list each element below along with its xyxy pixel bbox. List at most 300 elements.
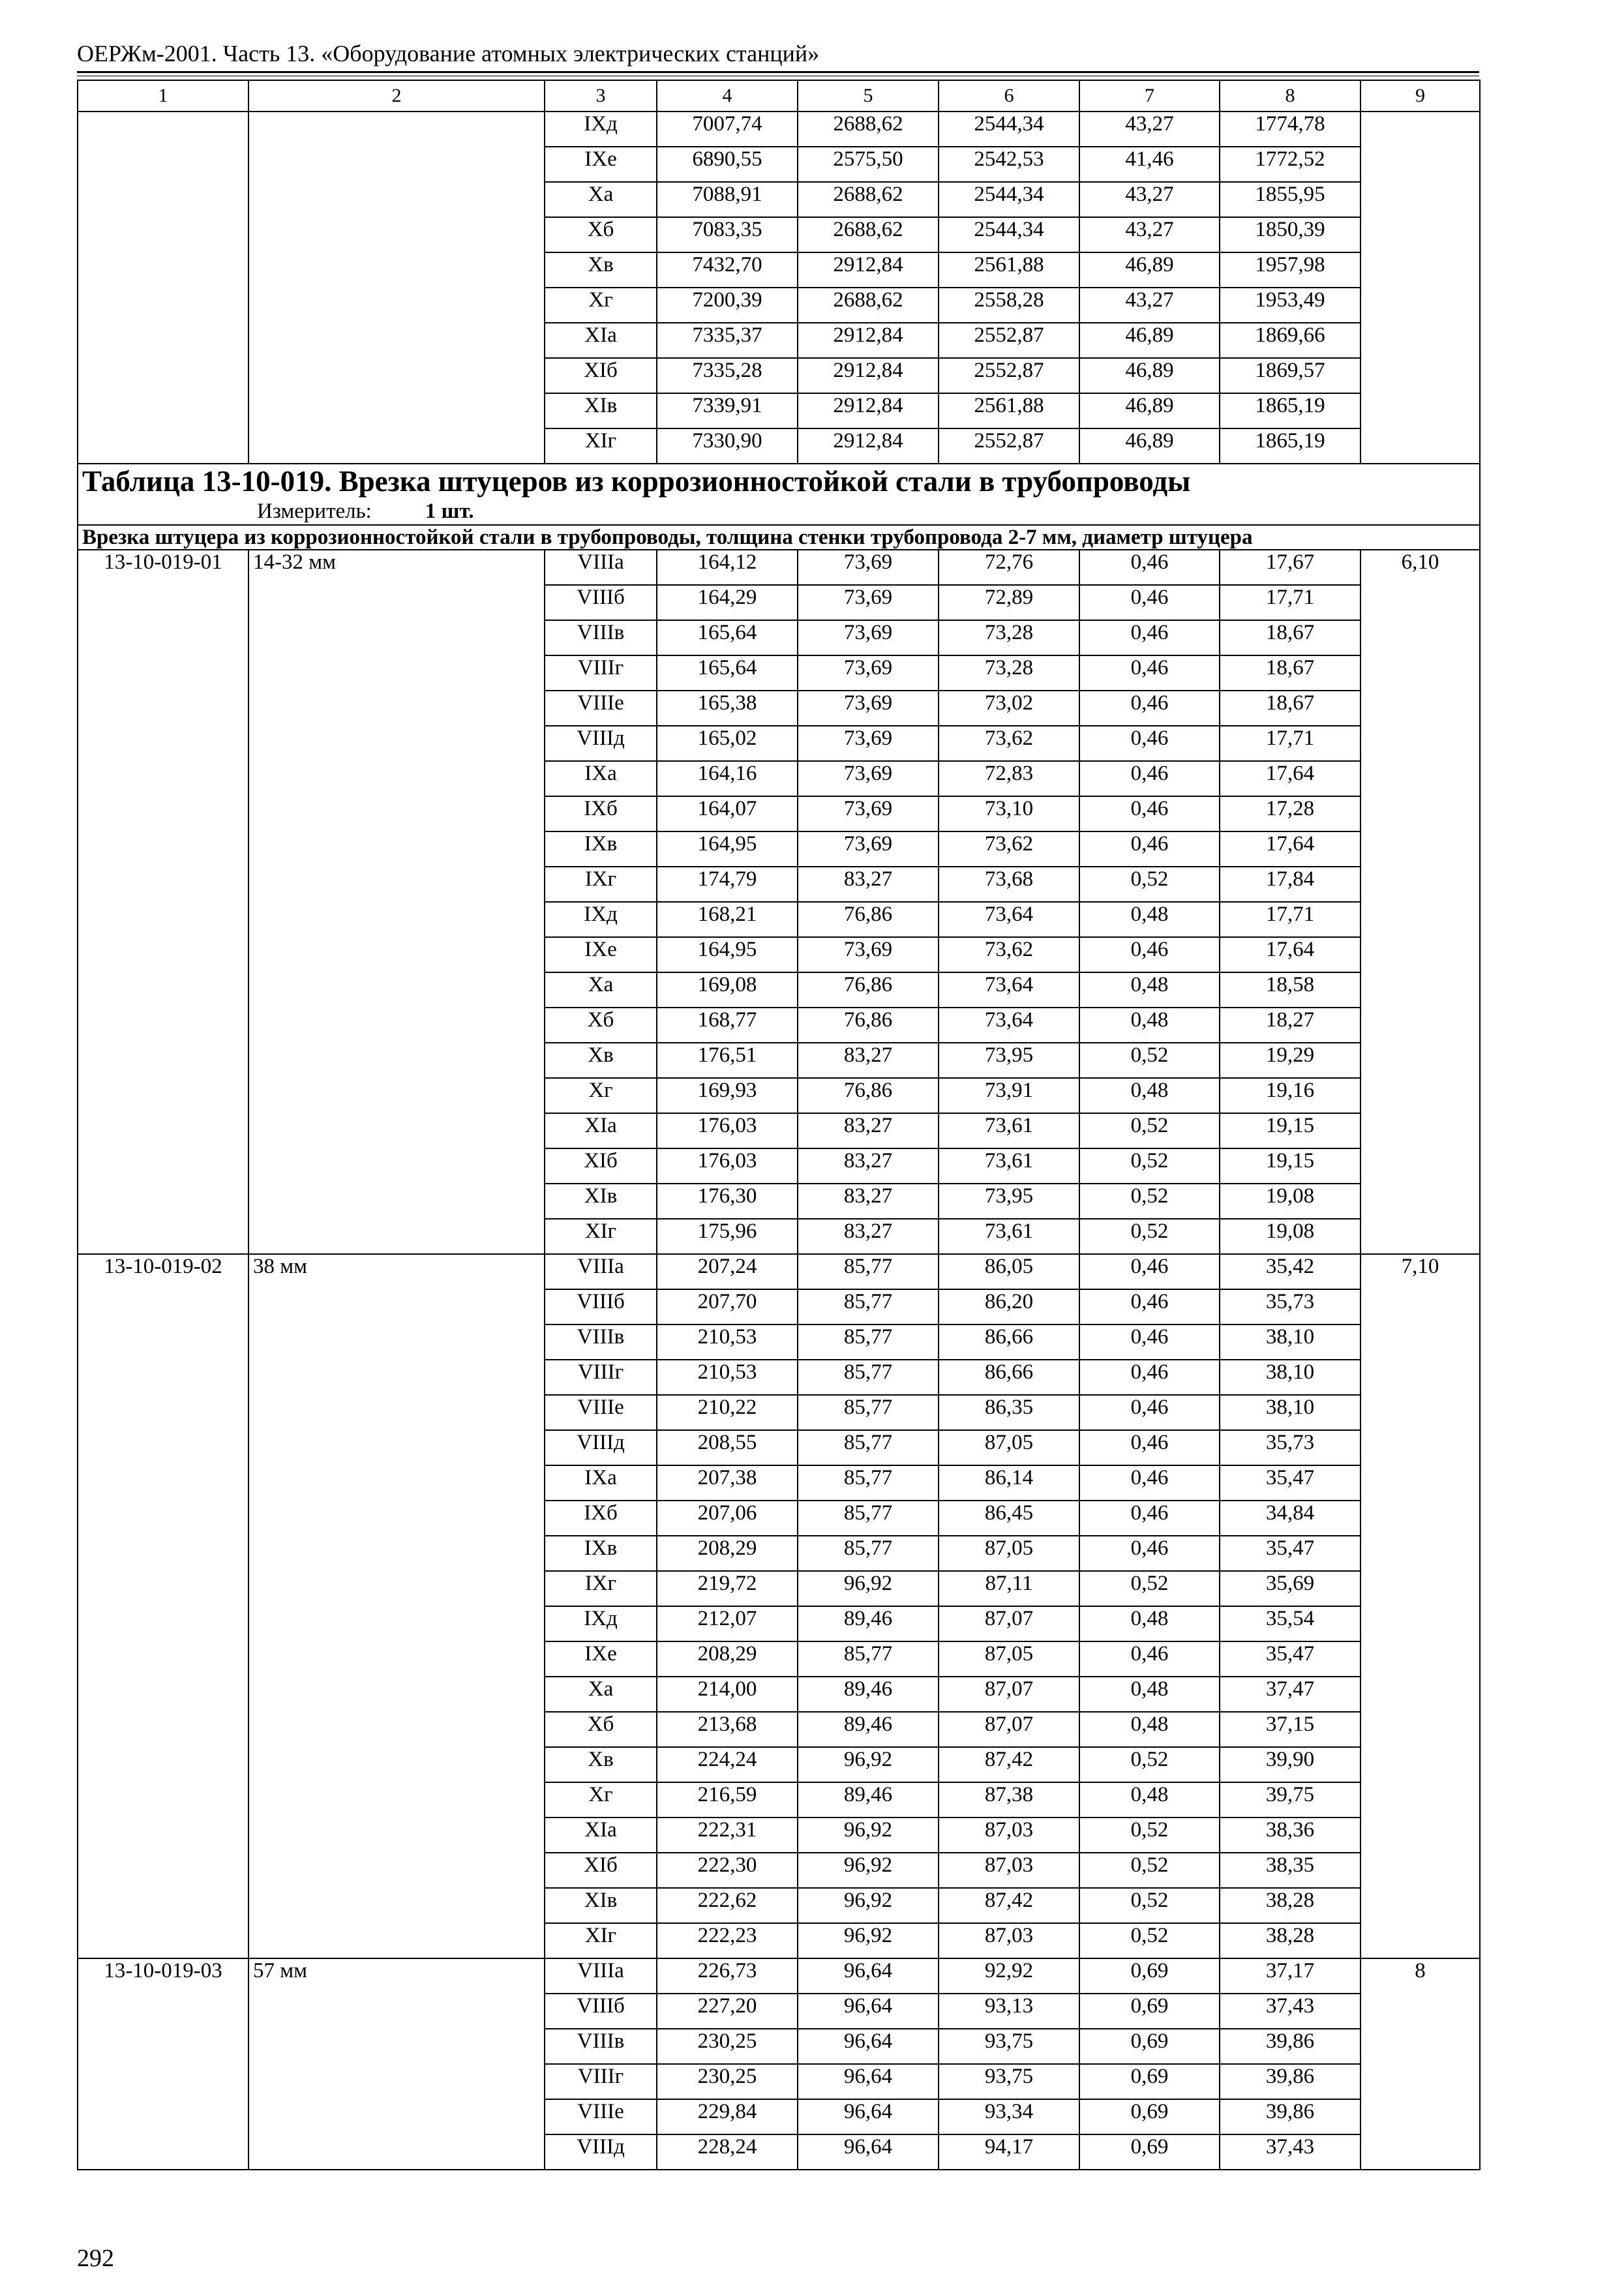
cell-machine-cost: 86,14 (939, 1465, 1079, 1501)
cell-machine-cost: 86,05 (939, 1254, 1079, 1289)
cell-machine-cost: 72,83 (939, 761, 1079, 796)
cell-materials-cost: 17,71 (1220, 726, 1361, 761)
cell-resource-group: VIIIв (545, 1324, 657, 1360)
cell-materials-cost: 35,47 (1220, 1641, 1361, 1677)
cell-total-cost: 222,62 (657, 1888, 798, 1923)
cell-machine-cost: 92,92 (939, 1958, 1079, 1994)
cell-driver-wages: 0,48 (1079, 1782, 1220, 1818)
cell-total-cost: 230,25 (657, 2029, 798, 2064)
cell-labor-cost: 83,27 (798, 1184, 939, 1219)
cell-driver-wages: 43,27 (1079, 217, 1220, 252)
cell-labor-cost: 76,86 (798, 902, 939, 937)
cell-resource-group: XIб (545, 1853, 657, 1888)
cell-resource-group: XIа (545, 1113, 657, 1148)
cell-machine-cost: 87,07 (939, 1606, 1079, 1641)
cell-total-cost: 7330,90 (657, 428, 798, 464)
cell-resource-group: Xа (545, 182, 657, 217)
cell-labor-cost: 96,64 (798, 1958, 939, 1994)
cell-driver-wages: 0,52 (1079, 1043, 1220, 1078)
cell-driver-wages: 0,69 (1079, 2029, 1220, 2064)
cell-materials-cost: 39,86 (1220, 2099, 1361, 2134)
cell-materials-cost: 37,43 (1220, 1994, 1361, 2029)
cell-total-cost: 164,95 (657, 831, 798, 867)
cell-materials-cost: 35,73 (1220, 1289, 1361, 1324)
cell-driver-wages: 0,46 (1079, 1360, 1220, 1395)
cell-labor-cost: 85,77 (798, 1430, 939, 1465)
cell-labor-cost: 85,77 (798, 1254, 939, 1289)
cell-resource-group: Xв (545, 252, 657, 288)
cell-total-cost: 7335,37 (657, 323, 798, 358)
cell-driver-wages: 0,52 (1079, 1923, 1220, 1958)
cell-total-cost: 229,84 (657, 2099, 798, 2134)
cell-machine-cost: 72,76 (939, 550, 1079, 585)
cell-machine-cost: 73,02 (939, 691, 1079, 726)
cell-total-cost: 227,20 (657, 1994, 798, 2029)
table-description: Врезка штуцера из коррозионностойкой стали в трубопроводы, толщина стенки трубопровода 2-7 мм, диаметр штуцера (78, 525, 1480, 550)
cell-resource-group: IXб (545, 1501, 657, 1536)
cell-labor-cost: 83,27 (798, 1113, 939, 1148)
cell-materials-cost: 1869,66 (1220, 323, 1361, 358)
cell-machine-cost: 2561,88 (939, 252, 1079, 288)
cell-labor-cost: 73,69 (798, 585, 939, 620)
cell-total-cost: 212,07 (657, 1606, 798, 1641)
cell-materials-cost: 37,47 (1220, 1677, 1361, 1712)
cell-driver-wages: 0,52 (1079, 1853, 1220, 1888)
cell-resource-group: Xв (545, 1747, 657, 1782)
cell-driver-wages: 0,52 (1079, 1571, 1220, 1606)
cell-materials-cost: 19,16 (1220, 1078, 1361, 1113)
cell-total-cost: 7339,91 (657, 393, 798, 428)
cell-machine-cost: 87,11 (939, 1571, 1079, 1606)
cell-resource-group: VIIIа (545, 1254, 657, 1289)
cell-labor-cost: 2688,62 (798, 182, 939, 217)
cell-materials-cost: 35,47 (1220, 1536, 1361, 1571)
cell-machine-cost: 73,91 (939, 1078, 1079, 1113)
cell-labor-cost: 96,92 (798, 1853, 939, 1888)
cell-resource-group: IXе (545, 937, 657, 972)
cell-labor-cost: 89,46 (798, 1677, 939, 1712)
cell-materials-cost: 18,58 (1220, 972, 1361, 1008)
cell-machine-cost: 73,28 (939, 620, 1079, 655)
cell-total-cost: 164,12 (657, 550, 798, 585)
cell-total-cost: 210,53 (657, 1324, 798, 1360)
cell-materials-cost: 19,29 (1220, 1043, 1361, 1078)
cell-materials-cost: 37,43 (1220, 2134, 1361, 2170)
cell-machine-cost: 87,03 (939, 1853, 1079, 1888)
cell-resource-group: Xа (545, 972, 657, 1008)
unit-line (257, 498, 1475, 524)
cell-materials-cost: 38,35 (1220, 1853, 1361, 1888)
cell-labor-cost: 2912,84 (798, 323, 939, 358)
cell-coefficient: 7,10 (1361, 1254, 1480, 1958)
cell-materials-cost: 18,67 (1220, 655, 1361, 691)
cell-resource-group: VIIIг (545, 655, 657, 691)
cell-resource-group: IXг (545, 1571, 657, 1606)
cell-driver-wages: 0,48 (1079, 1606, 1220, 1641)
cell-driver-wages: 0,48 (1079, 1712, 1220, 1747)
cell-materials-cost: 19,08 (1220, 1184, 1361, 1219)
cell-machine-cost: 87,07 (939, 1712, 1079, 1747)
cell-labor-cost: 89,46 (798, 1782, 939, 1818)
cell-resource-group: VIIIб (545, 1994, 657, 2029)
cell-driver-wages: 0,46 (1079, 761, 1220, 796)
cell-total-cost: 226,73 (657, 1958, 798, 1994)
cell-labor-cost: 73,69 (798, 620, 939, 655)
cell-labor-cost: 2912,84 (798, 428, 939, 464)
cell-total-cost: 207,24 (657, 1254, 798, 1289)
cell-labor-cost: 2575,50 (798, 147, 939, 182)
cell-materials-cost: 39,75 (1220, 1782, 1361, 1818)
cell-materials-cost: 38,36 (1220, 1818, 1361, 1853)
cell-machine-cost: 73,68 (939, 867, 1079, 902)
cell-labor-cost: 96,64 (798, 2064, 939, 2099)
cell-materials-cost: 35,69 (1220, 1571, 1361, 1606)
cell-total-cost: 230,25 (657, 2064, 798, 2099)
cell-machine-cost: 87,05 (939, 1430, 1079, 1465)
cell-materials-cost: 17,28 (1220, 796, 1361, 831)
cell-resource-group: IXд (545, 902, 657, 937)
cell-rate-code: 13-10-019-03 (78, 1958, 248, 2170)
cell-resource-group: IXв (545, 1536, 657, 1571)
cell-driver-wages: 0,46 (1079, 620, 1220, 655)
cell-machine-cost: 2561,88 (939, 393, 1079, 428)
cell-materials-cost: 18,67 (1220, 691, 1361, 726)
cell-resource-group: Xг (545, 1782, 657, 1818)
cell-total-cost: 7432,70 (657, 252, 798, 288)
cell-resource-group: VIIIг (545, 2064, 657, 2099)
table-row (78, 550, 1480, 585)
cell-total-cost: 7200,39 (657, 288, 798, 323)
header-rule (77, 71, 1479, 73)
cell-machine-cost: 87,03 (939, 1923, 1079, 1958)
cell-materials-cost: 1957,98 (1220, 252, 1361, 288)
table-title-cell (78, 464, 1480, 525)
cell-resource-group: Xб (545, 217, 657, 252)
cell-total-cost: 169,93 (657, 1078, 798, 1113)
cell-labor-cost: 96,64 (798, 2134, 939, 2170)
cell-machine-cost: 73,62 (939, 726, 1079, 761)
cell-labor-cost: 73,69 (798, 761, 939, 796)
cell-total-cost: 7335,28 (657, 358, 798, 393)
cell-labor-cost: 83,27 (798, 1148, 939, 1184)
cell-labor-cost: 96,92 (798, 1888, 939, 1923)
cell-resource-group: XIв (545, 1184, 657, 1219)
cell-total-cost: 213,68 (657, 1712, 798, 1747)
cell-machine-cost: 87,03 (939, 1818, 1079, 1853)
cell-total-cost: 176,51 (657, 1043, 798, 1078)
cell-machine-cost: 87,05 (939, 1641, 1079, 1677)
table-row (78, 112, 1480, 147)
table-row (78, 1254, 1480, 1289)
cell-driver-wages: 0,46 (1079, 1289, 1220, 1324)
cell-total-cost: 222,30 (657, 1853, 798, 1888)
table-title: Таблица 13-10-019. Врезка штуцеров из коррозионностойкой стали в трубопроводы (82, 465, 1191, 498)
table-row (78, 1958, 1480, 1994)
column-number: 9 (1361, 80, 1480, 112)
cell-labor-cost: 96,64 (798, 1994, 939, 2029)
cell-rate-code: 13-10-019-02 (78, 1254, 248, 1958)
cell-total-cost: 210,53 (657, 1360, 798, 1395)
cell-materials-cost: 37,17 (1220, 1958, 1361, 1994)
cell-labor-cost: 2688,62 (798, 217, 939, 252)
cell-driver-wages: 0,46 (1079, 796, 1220, 831)
cell-machine-cost: 72,89 (939, 585, 1079, 620)
cell-driver-wages: 0,52 (1079, 1747, 1220, 1782)
cell-driver-wages: 0,46 (1079, 726, 1220, 761)
cell-rate-code: 13-10-019-01 (78, 550, 248, 1254)
cell-driver-wages: 0,69 (1079, 1958, 1220, 1994)
cell-materials-cost: 17,64 (1220, 831, 1361, 867)
cell-total-cost: 176,03 (657, 1148, 798, 1184)
cell-total-cost: 207,70 (657, 1289, 798, 1324)
cell-code-empty (78, 112, 248, 464)
cell-total-cost: 208,29 (657, 1641, 798, 1677)
cell-resource-group: XIг (545, 428, 657, 464)
cell-materials-cost: 38,10 (1220, 1324, 1361, 1360)
cell-resource-group: Xб (545, 1712, 657, 1747)
cell-resource-group: VIIIг (545, 1360, 657, 1395)
unit-value: 1 шт. (425, 500, 474, 523)
cell-driver-wages: 0,52 (1079, 1148, 1220, 1184)
cell-total-cost: 208,29 (657, 1536, 798, 1571)
cell-resource-group: IXе (545, 147, 657, 182)
cell-driver-wages: 0,48 (1079, 1677, 1220, 1712)
cell-resource-group: Xг (545, 288, 657, 323)
cell-materials-cost: 17,67 (1220, 550, 1361, 585)
cell-machine-cost: 73,10 (939, 796, 1079, 831)
cell-machine-cost: 86,20 (939, 1289, 1079, 1324)
cell-machine-cost: 73,95 (939, 1043, 1079, 1078)
cell-machine-cost: 87,05 (939, 1536, 1079, 1571)
cell-resource-group: VIIIв (545, 2029, 657, 2064)
cell-driver-wages: 0,46 (1079, 937, 1220, 972)
cell-total-cost: 175,96 (657, 1219, 798, 1254)
cell-resource-group: XIв (545, 393, 657, 428)
cell-total-cost: 7088,91 (657, 182, 798, 217)
cell-machine-cost: 73,62 (939, 937, 1079, 972)
cell-materials-cost: 35,47 (1220, 1465, 1361, 1501)
page-header-title: ОЕРЖм-2001. Часть 13. «Оборудование атомных электрических станций» (77, 40, 820, 67)
cell-labor-cost: 96,92 (798, 1571, 939, 1606)
cell-resource-group: VIIIе (545, 2099, 657, 2134)
cell-resource-group: VIIIд (545, 2134, 657, 2170)
cell-total-cost: 207,06 (657, 1501, 798, 1536)
cell-labor-cost: 85,77 (798, 1395, 939, 1430)
cell-labor-cost: 89,46 (798, 1606, 939, 1641)
cell-driver-wages: 0,48 (1079, 1008, 1220, 1043)
cell-labor-cost: 85,77 (798, 1465, 939, 1501)
cell-materials-cost: 1953,49 (1220, 288, 1361, 323)
cell-materials-cost: 38,10 (1220, 1360, 1361, 1395)
cell-driver-wages: 0,48 (1079, 1078, 1220, 1113)
cell-materials-cost: 35,54 (1220, 1606, 1361, 1641)
cell-resource-group: XIв (545, 1888, 657, 1923)
cell-diameter-empty (248, 112, 545, 464)
cell-labor-cost: 73,69 (798, 937, 939, 972)
cell-labor-cost: 96,92 (798, 1923, 939, 1958)
cell-machine-cost: 73,62 (939, 831, 1079, 867)
cell-machine-cost: 73,64 (939, 1008, 1079, 1043)
cell-labor-cost: 73,69 (798, 831, 939, 867)
cell-machine-cost: 93,75 (939, 2064, 1079, 2099)
cell-driver-wages: 43,27 (1079, 288, 1220, 323)
cell-machine-cost: 2552,87 (939, 358, 1079, 393)
column-number: 1 (78, 80, 248, 112)
cell-labor-cost: 85,77 (798, 1501, 939, 1536)
cell-materials-cost: 38,28 (1220, 1923, 1361, 1958)
cell-diameter: 57 мм (248, 1958, 545, 2170)
cell-materials-cost: 18,67 (1220, 620, 1361, 655)
cell-machine-cost: 94,17 (939, 2134, 1079, 2170)
cell-total-cost: 165,38 (657, 691, 798, 726)
cell-machine-cost: 93,13 (939, 1994, 1079, 2029)
cell-machine-cost: 87,38 (939, 1782, 1079, 1818)
cell-materials-cost: 1850,39 (1220, 217, 1361, 252)
cell-total-cost: 7007,74 (657, 112, 798, 147)
cell-machine-cost: 2544,34 (939, 217, 1079, 252)
cell-resource-group: Xв (545, 1043, 657, 1078)
cell-resource-group: IXд (545, 1606, 657, 1641)
cell-driver-wages: 0,46 (1079, 1501, 1220, 1536)
cell-materials-cost: 38,10 (1220, 1395, 1361, 1430)
cell-materials-cost: 1772,52 (1220, 147, 1361, 182)
column-number-row (78, 80, 1480, 112)
cell-driver-wages: 46,89 (1079, 358, 1220, 393)
cell-machine-cost: 2552,87 (939, 323, 1079, 358)
column-number: 2 (248, 80, 545, 112)
column-number: 6 (939, 80, 1079, 112)
cell-machine-cost: 73,61 (939, 1148, 1079, 1184)
cell-resource-group: XIа (545, 323, 657, 358)
cell-materials-cost: 19,15 (1220, 1113, 1361, 1148)
cell-machine-cost: 2552,87 (939, 428, 1079, 464)
cell-materials-cost: 1865,19 (1220, 393, 1361, 428)
cell-total-cost: 164,29 (657, 585, 798, 620)
cell-labor-cost: 73,69 (798, 550, 939, 585)
cell-labor-cost: 89,46 (798, 1712, 939, 1747)
cell-labor-cost: 2912,84 (798, 252, 939, 288)
cell-total-cost: 164,07 (657, 796, 798, 831)
cell-driver-wages: 0,46 (1079, 585, 1220, 620)
cell-driver-wages: 0,46 (1079, 1324, 1220, 1360)
cell-coefficient: 8 (1361, 1958, 1480, 2170)
cell-total-cost: 165,64 (657, 655, 798, 691)
cell-driver-wages: 46,89 (1079, 393, 1220, 428)
cell-materials-cost: 19,15 (1220, 1148, 1361, 1184)
cell-driver-wages: 0,69 (1079, 2064, 1220, 2099)
cell-driver-wages: 0,69 (1079, 2134, 1220, 2170)
cell-materials-cost: 17,71 (1220, 902, 1361, 937)
page-number: 292 (77, 2245, 114, 2272)
cell-labor-cost: 96,64 (798, 2029, 939, 2064)
cell-total-cost: 214,00 (657, 1677, 798, 1712)
cell-labor-cost: 85,77 (798, 1641, 939, 1677)
cell-labor-cost: 96,64 (798, 2099, 939, 2134)
cell-driver-wages: 0,46 (1079, 1465, 1220, 1501)
table-title-row (78, 464, 1480, 525)
cell-coef-empty (1361, 112, 1480, 464)
cell-machine-cost: 86,66 (939, 1360, 1079, 1395)
cell-materials-cost: 17,64 (1220, 761, 1361, 796)
cell-total-cost: 210,22 (657, 1395, 798, 1430)
cell-diameter: 38 мм (248, 1254, 545, 1958)
cell-resource-group: XIб (545, 1148, 657, 1184)
cell-machine-cost: 73,64 (939, 972, 1079, 1008)
cell-total-cost: 176,03 (657, 1113, 798, 1148)
unit-label: Измеритель: (257, 500, 372, 523)
cell-driver-wages: 43,27 (1079, 112, 1220, 147)
cell-materials-cost: 34,84 (1220, 1501, 1361, 1536)
cell-materials-cost: 1855,95 (1220, 182, 1361, 217)
cell-labor-cost: 76,86 (798, 1078, 939, 1113)
cell-machine-cost: 86,66 (939, 1324, 1079, 1360)
cell-labor-cost: 2912,84 (798, 358, 939, 393)
cell-resource-group: VIIIб (545, 1289, 657, 1324)
cell-materials-cost: 39,90 (1220, 1747, 1361, 1782)
cell-machine-cost: 73,28 (939, 655, 1079, 691)
cell-machine-cost: 93,34 (939, 2099, 1079, 2134)
cell-materials-cost: 39,86 (1220, 2029, 1361, 2064)
cell-resource-group: IXа (545, 1465, 657, 1501)
cell-driver-wages: 0,48 (1079, 972, 1220, 1008)
cell-labor-cost: 83,27 (798, 1219, 939, 1254)
cell-driver-wages: 0,46 (1079, 1254, 1220, 1289)
cell-machine-cost: 73,61 (939, 1219, 1079, 1254)
cell-total-cost: 164,95 (657, 937, 798, 972)
cell-resource-group: IXг (545, 867, 657, 902)
cell-total-cost: 174,79 (657, 867, 798, 902)
cell-total-cost: 169,08 (657, 972, 798, 1008)
cell-labor-cost: 2912,84 (798, 393, 939, 428)
cell-total-cost: 164,16 (657, 761, 798, 796)
column-number: 3 (545, 80, 657, 112)
cell-resource-group: VIIIд (545, 1430, 657, 1465)
cell-driver-wages: 0,52 (1079, 1113, 1220, 1148)
cell-driver-wages: 46,89 (1079, 428, 1220, 464)
cell-driver-wages: 0,46 (1079, 1430, 1220, 1465)
cell-driver-wages: 0,46 (1079, 1641, 1220, 1677)
cell-driver-wages: 46,89 (1079, 252, 1220, 288)
cell-materials-cost: 1774,78 (1220, 112, 1361, 147)
cell-driver-wages: 0,52 (1079, 1888, 1220, 1923)
cell-driver-wages: 0,52 (1079, 1184, 1220, 1219)
cell-resource-group: IXд (545, 112, 657, 147)
cell-driver-wages: 0,48 (1079, 902, 1220, 937)
cell-machine-cost: 2544,34 (939, 182, 1079, 217)
cell-coefficient: 6,10 (1361, 550, 1480, 1254)
cell-total-cost: 168,21 (657, 902, 798, 937)
cell-total-cost: 207,38 (657, 1465, 798, 1501)
cell-driver-wages: 0,52 (1079, 867, 1220, 902)
cell-resource-group: XIг (545, 1219, 657, 1254)
cell-resource-group: IXб (545, 796, 657, 831)
cell-labor-cost: 96,92 (798, 1747, 939, 1782)
cell-machine-cost: 2542,53 (939, 147, 1079, 182)
cell-resource-group: VIIIа (545, 550, 657, 585)
cell-driver-wages: 0,46 (1079, 550, 1220, 585)
cell-total-cost: 216,59 (657, 1782, 798, 1818)
cell-materials-cost: 35,73 (1220, 1430, 1361, 1465)
cell-materials-cost: 18,27 (1220, 1008, 1361, 1043)
column-number: 7 (1079, 80, 1220, 112)
cell-driver-wages: 46,89 (1079, 323, 1220, 358)
cell-driver-wages: 0,46 (1079, 1395, 1220, 1430)
cell-total-cost: 219,72 (657, 1571, 798, 1606)
cell-resource-group: Xб (545, 1008, 657, 1043)
cell-labor-cost: 96,92 (798, 1818, 939, 1853)
cell-machine-cost: 87,07 (939, 1677, 1079, 1712)
cell-labor-cost: 2688,62 (798, 288, 939, 323)
